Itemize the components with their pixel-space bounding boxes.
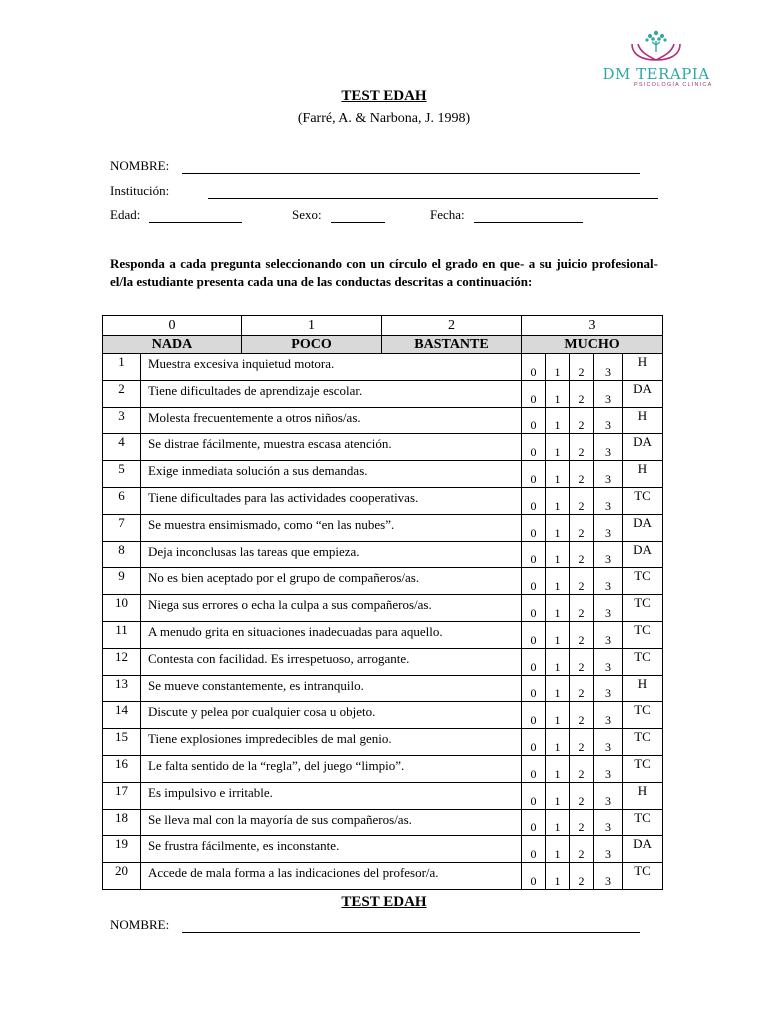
table-row bbox=[103, 514, 663, 541]
item-text: Es impulsivo e irritable. bbox=[141, 782, 522, 809]
item-number: 2 bbox=[103, 380, 141, 407]
scale-value-3: 3 bbox=[522, 316, 663, 336]
table-row bbox=[103, 836, 663, 863]
score-option-3[interactable]: 3 bbox=[594, 702, 623, 729]
item-number: 9 bbox=[103, 568, 141, 595]
footer-nombre-label: NOMBRE: bbox=[110, 917, 170, 932]
page-title bbox=[0, 88, 768, 105]
score-option-2[interactable]: 2 bbox=[570, 541, 594, 568]
citation: (Farré, A. & Narbona, J. 1998) bbox=[297, 111, 471, 126]
score-option-2[interactable]: 2 bbox=[570, 702, 594, 729]
score-option-2[interactable]: 2 bbox=[570, 648, 594, 675]
item-number: 7 bbox=[103, 514, 141, 541]
score-option-1[interactable]: 1 bbox=[546, 407, 570, 434]
item-text: Discute y pelea por cualquier cosa u objeto. bbox=[141, 702, 522, 729]
table-row bbox=[103, 702, 663, 729]
score-option-2[interactable]: 2 bbox=[570, 863, 594, 890]
score-option-1[interactable]: 1 bbox=[546, 514, 570, 541]
fecha-label: Fecha: bbox=[430, 207, 465, 222]
item-number: 18 bbox=[103, 809, 141, 836]
scale-label-nada: NADA bbox=[103, 336, 242, 354]
score-option-1[interactable]: 1 bbox=[546, 755, 570, 782]
footer-nombre-field[interactable] bbox=[182, 932, 640, 933]
score-option-2[interactable]: 2 bbox=[570, 568, 594, 595]
score-option-1[interactable]: 1 bbox=[546, 809, 570, 836]
score-option-0[interactable]: 0 bbox=[522, 836, 546, 863]
item-number: 6 bbox=[103, 487, 141, 514]
footer-title bbox=[0, 894, 768, 911]
score-option-2[interactable]: 2 bbox=[570, 461, 594, 488]
item-category: H bbox=[623, 407, 663, 434]
score-option-0[interactable]: 0 bbox=[522, 461, 546, 488]
item-category: TC bbox=[623, 568, 663, 595]
item-number: 12 bbox=[103, 648, 141, 675]
item-number: 15 bbox=[103, 729, 141, 756]
score-option-3[interactable]: 3 bbox=[594, 755, 623, 782]
score-option-0[interactable]: 0 bbox=[522, 407, 546, 434]
score-option-0[interactable]: 0 bbox=[522, 380, 546, 407]
score-option-0[interactable]: 0 bbox=[522, 782, 546, 809]
score-option-3[interactable]: 3 bbox=[594, 380, 623, 407]
score-option-3[interactable]: 3 bbox=[594, 568, 623, 595]
score-option-3[interactable]: 3 bbox=[594, 809, 623, 836]
item-category: TC bbox=[623, 863, 663, 890]
score-option-0[interactable]: 0 bbox=[522, 648, 546, 675]
table-row bbox=[103, 648, 663, 675]
item-text: Accede de mala forma a las indicaciones del profesor/a. bbox=[141, 863, 522, 890]
score-option-3[interactable]: 3 bbox=[594, 354, 623, 381]
score-option-0[interactable]: 0 bbox=[522, 354, 546, 381]
score-option-1[interactable]: 1 bbox=[546, 568, 570, 595]
table-row bbox=[103, 541, 663, 568]
score-option-3[interactable]: 3 bbox=[594, 648, 623, 675]
score-option-0[interactable]: 0 bbox=[522, 675, 546, 702]
item-category: TC bbox=[623, 487, 663, 514]
score-option-1[interactable]: 1 bbox=[546, 461, 570, 488]
score-option-0[interactable]: 0 bbox=[522, 863, 546, 890]
table-row bbox=[103, 434, 663, 461]
item-number: 11 bbox=[103, 621, 141, 648]
item-number: 13 bbox=[103, 675, 141, 702]
score-option-3[interactable]: 3 bbox=[594, 621, 623, 648]
table-row bbox=[103, 380, 663, 407]
table-row bbox=[103, 568, 663, 595]
item-text: Exige inmediata solución a sus demandas. bbox=[141, 461, 522, 488]
item-number: 14 bbox=[103, 702, 141, 729]
item-category: DA bbox=[623, 541, 663, 568]
score-option-0[interactable]: 0 bbox=[522, 514, 546, 541]
scale-label-poco: POCO bbox=[242, 336, 382, 354]
nombre-field[interactable] bbox=[182, 173, 640, 174]
item-text: Se distrae fácilmente, muestra escasa atención. bbox=[141, 434, 522, 461]
score-option-1[interactable]: 1 bbox=[546, 541, 570, 568]
table-row bbox=[103, 782, 663, 809]
sexo-label: Sexo: bbox=[292, 207, 322, 222]
table-row bbox=[103, 863, 663, 890]
logo-brand: DM TERAPIA bbox=[602, 65, 710, 83]
item-category: DA bbox=[623, 836, 663, 863]
item-category: TC bbox=[623, 755, 663, 782]
table-row bbox=[103, 354, 663, 381]
edad-label: Edad: bbox=[110, 207, 141, 222]
item-text: A menudo grita en situaciones inadecuadas para aquello. bbox=[141, 621, 522, 648]
scale-label-mucho: MUCHO bbox=[522, 336, 663, 354]
scale-value-row bbox=[103, 316, 663, 336]
score-option-3[interactable]: 3 bbox=[594, 836, 623, 863]
score-option-3[interactable]: 3 bbox=[594, 782, 623, 809]
item-number: 20 bbox=[103, 863, 141, 890]
institucion-label: Institución: bbox=[110, 183, 170, 198]
score-option-0[interactable]: 0 bbox=[522, 434, 546, 461]
item-number: 17 bbox=[103, 782, 141, 809]
item-category: TC bbox=[623, 648, 663, 675]
logo-subtitle: PSICOLOGÍA CLÍNICA bbox=[634, 82, 713, 88]
score-option-1[interactable]: 1 bbox=[546, 380, 570, 407]
score-option-1[interactable]: 1 bbox=[546, 836, 570, 863]
item-category: DA bbox=[623, 514, 663, 541]
score-option-3[interactable]: 3 bbox=[594, 541, 623, 568]
table-row bbox=[103, 407, 663, 434]
table-row bbox=[103, 809, 663, 836]
scale-label-row bbox=[103, 336, 663, 354]
scale-value-1: 1 bbox=[242, 316, 382, 336]
item-category: TC bbox=[623, 809, 663, 836]
item-text: Tiene dificultades para las actividades cooperativas. bbox=[141, 487, 522, 514]
score-option-0[interactable]: 0 bbox=[522, 487, 546, 514]
item-text: Se frustra fácilmente, es inconstante. bbox=[141, 836, 522, 863]
table-row bbox=[103, 461, 663, 488]
score-option-1[interactable]: 1 bbox=[546, 621, 570, 648]
item-number: 16 bbox=[103, 755, 141, 782]
score-option-2[interactable]: 2 bbox=[570, 354, 594, 381]
score-option-0[interactable]: 0 bbox=[522, 729, 546, 756]
score-option-3[interactable]: 3 bbox=[594, 434, 623, 461]
item-text: Niega sus errores o echa la culpa a sus compañeros/as. bbox=[141, 595, 522, 622]
score-option-0[interactable]: 0 bbox=[522, 621, 546, 648]
score-option-2[interactable]: 2 bbox=[570, 487, 594, 514]
score-option-0[interactable]: 0 bbox=[522, 595, 546, 622]
item-text: Se lleva mal con la mayoría de sus compañeros/as. bbox=[141, 809, 522, 836]
item-category: H bbox=[623, 461, 663, 488]
score-option-2[interactable]: 2 bbox=[570, 782, 594, 809]
score-option-2[interactable]: 2 bbox=[570, 729, 594, 756]
item-number: 1 bbox=[103, 354, 141, 381]
item-category: H bbox=[623, 675, 663, 702]
item-text: Se muestra ensimismado, como “en las nubes”. bbox=[141, 514, 522, 541]
table-row bbox=[103, 595, 663, 622]
table-row bbox=[103, 621, 663, 648]
score-option-2[interactable]: 2 bbox=[570, 675, 594, 702]
score-option-1[interactable]: 1 bbox=[546, 648, 570, 675]
score-option-1[interactable]: 1 bbox=[546, 702, 570, 729]
score-option-2[interactable]: 2 bbox=[570, 380, 594, 407]
score-option-2[interactable]: 2 bbox=[570, 434, 594, 461]
score-option-0[interactable]: 0 bbox=[522, 541, 546, 568]
item-category: TC bbox=[623, 595, 663, 622]
item-category: TC bbox=[623, 729, 663, 756]
instructions: Responda a cada pregunta seleccionando con un círculo el grado en que- a su juicio profesional- el/la estudiante presenta cada una de las conductas descritas a continuación: bbox=[110, 256, 658, 289]
item-text: Molesta frecuentemente a otros niños/as. bbox=[141, 407, 522, 434]
score-option-3[interactable]: 3 bbox=[594, 487, 623, 514]
edad-field[interactable] bbox=[149, 222, 242, 223]
nombre-label: NOMBRE: bbox=[110, 158, 170, 173]
item-number: 4 bbox=[103, 434, 141, 461]
score-option-1[interactable]: 1 bbox=[546, 595, 570, 622]
item-category: H bbox=[623, 354, 663, 381]
item-number: 19 bbox=[103, 836, 141, 863]
item-number: 10 bbox=[103, 595, 141, 622]
score-option-1[interactable]: 1 bbox=[546, 782, 570, 809]
score-option-2[interactable]: 2 bbox=[570, 809, 594, 836]
table-row bbox=[103, 729, 663, 756]
item-text: Se mueve constantemente, es intranquilo. bbox=[141, 675, 522, 702]
item-text: Contesta con facilidad. Es irrespetuoso, arrogante. bbox=[141, 648, 522, 675]
score-option-0[interactable]: 0 bbox=[522, 755, 546, 782]
score-option-0[interactable]: 0 bbox=[522, 568, 546, 595]
item-text: Deja inconclusas las tareas que empieza. bbox=[141, 541, 522, 568]
edah-table bbox=[102, 315, 663, 890]
score-option-1[interactable]: 1 bbox=[546, 729, 570, 756]
score-option-1[interactable]: 1 bbox=[546, 863, 570, 890]
score-option-2[interactable]: 2 bbox=[570, 621, 594, 648]
item-text: Tiene dificultades de aprendizaje escolar. bbox=[141, 380, 522, 407]
item-text: No es bien aceptado por el grupo de compañeros/as. bbox=[141, 568, 522, 595]
item-text: Muestra excesiva inquietud motora. bbox=[141, 354, 522, 381]
score-option-2[interactable]: 2 bbox=[570, 407, 594, 434]
scale-value-2: 2 bbox=[382, 316, 522, 336]
footer-title-text: TEST EDAH bbox=[341, 894, 427, 910]
item-text: Le falta sentido de la “regla”, del juego “limpio”. bbox=[141, 755, 522, 782]
score-option-3[interactable]: 3 bbox=[594, 514, 623, 541]
table-row bbox=[103, 755, 663, 782]
score-option-3[interactable]: 3 bbox=[594, 729, 623, 756]
item-category: DA bbox=[623, 434, 663, 461]
scale-label-bastante: BASTANTE bbox=[382, 336, 522, 354]
item-text: Tiene explosiones impredecibles de mal genio. bbox=[141, 729, 522, 756]
score-option-2[interactable]: 2 bbox=[570, 755, 594, 782]
item-number: 8 bbox=[103, 541, 141, 568]
score-option-2[interactable]: 2 bbox=[570, 836, 594, 863]
item-category: H bbox=[623, 782, 663, 809]
item-category: TC bbox=[623, 621, 663, 648]
hands-tree-icon bbox=[626, 28, 686, 64]
table-row bbox=[103, 675, 663, 702]
item-number: 3 bbox=[103, 407, 141, 434]
score-option-1[interactable]: 1 bbox=[546, 354, 570, 381]
institucion-field[interactable] bbox=[208, 198, 658, 199]
item-category: DA bbox=[623, 380, 663, 407]
fecha-field[interactable] bbox=[474, 222, 583, 223]
sexo-field[interactable] bbox=[331, 222, 385, 223]
score-option-3[interactable]: 3 bbox=[594, 461, 623, 488]
score-option-0[interactable]: 0 bbox=[522, 702, 546, 729]
item-number: 5 bbox=[103, 461, 141, 488]
page-title-text: TEST EDAH bbox=[341, 88, 427, 104]
score-option-3[interactable]: 3 bbox=[594, 407, 623, 434]
score-option-2[interactable]: 2 bbox=[570, 595, 594, 622]
scale-value-0: 0 bbox=[103, 316, 242, 336]
score-option-0[interactable]: 0 bbox=[522, 809, 546, 836]
score-option-3[interactable]: 3 bbox=[594, 675, 623, 702]
score-option-2[interactable]: 2 bbox=[570, 514, 594, 541]
item-category: TC bbox=[623, 702, 663, 729]
score-option-3[interactable]: 3 bbox=[594, 863, 623, 890]
score-option-1[interactable]: 1 bbox=[546, 675, 570, 702]
score-option-1[interactable]: 1 bbox=[546, 487, 570, 514]
score-option-1[interactable]: 1 bbox=[546, 434, 570, 461]
score-option-3[interactable]: 3 bbox=[594, 595, 623, 622]
table-row bbox=[103, 487, 663, 514]
